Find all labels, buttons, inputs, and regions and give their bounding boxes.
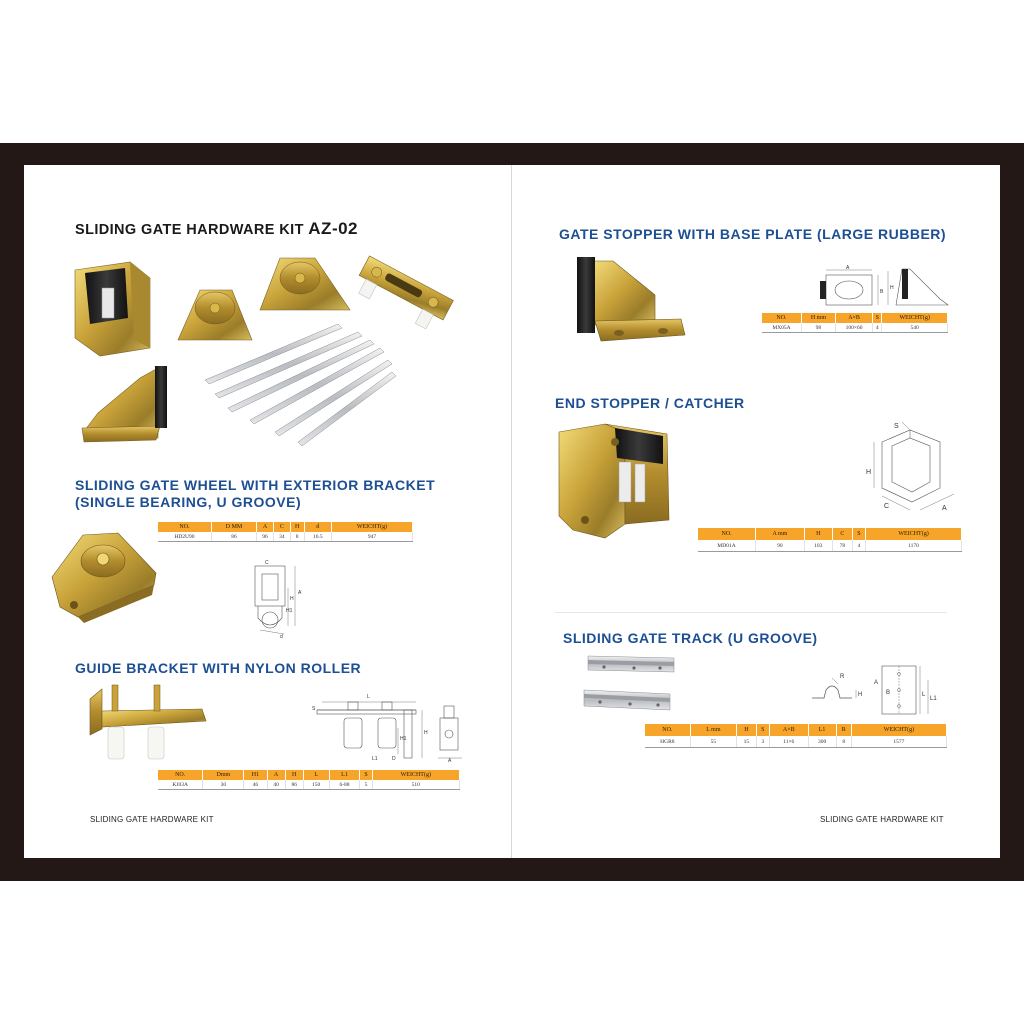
- guide-td-3: 40: [267, 780, 285, 790]
- wheel-th-4: H: [290, 522, 304, 532]
- wheel-title-line2: (SINGLE BEARING, U GROOVE): [75, 494, 302, 510]
- wheel-td-6: 947: [332, 532, 413, 542]
- wheel-td-4: 8: [290, 532, 304, 542]
- end-stopper-photo: [75, 262, 150, 356]
- gate-stopper-photo-large: [575, 255, 687, 345]
- track-dim-r: R: [840, 674, 845, 680]
- guide-th-2: H1: [244, 770, 267, 780]
- guide-dim-h1: H1: [400, 736, 407, 742]
- wheel-diagram: [240, 560, 310, 640]
- end-td-4: 4: [852, 540, 865, 552]
- stopper-td-4: 540: [882, 323, 948, 333]
- track-td-5: 300: [808, 736, 836, 748]
- table-row: [645, 736, 947, 748]
- left-footer: SLIDING GATE HARDWARE KIT: [90, 815, 214, 824]
- guide-th-1: Dmm: [203, 770, 244, 780]
- guide-dim-l1: L1: [372, 756, 378, 762]
- stopper-section-title: GATE STOPPER WITH BASE PLATE (LARGE RUBBER): [559, 226, 947, 242]
- stopper-th-2: A×B: [835, 313, 872, 323]
- track-td-2: 15: [737, 736, 757, 748]
- guide-dim-d: D: [392, 756, 396, 762]
- guide-th-4: H: [285, 770, 303, 780]
- guide-td-6: 6-88: [329, 780, 360, 790]
- end-stopper-diagram: [862, 418, 967, 513]
- table-row: [158, 532, 413, 542]
- table-row: [158, 780, 460, 790]
- end-dim-s: S: [894, 423, 899, 430]
- end-th-5: WEICHT(g): [866, 528, 962, 540]
- guide-td-0: KJ03A: [158, 780, 203, 790]
- track-th-5: L1: [808, 724, 836, 736]
- stopper-th-1: H mm: [801, 313, 835, 323]
- guide-dim-h: H: [424, 730, 428, 736]
- end-td-2: 103: [804, 540, 832, 552]
- end-stopper-photo-large: [555, 420, 675, 542]
- track-dim-a: A: [874, 680, 879, 686]
- wheel-th-2: A: [257, 522, 274, 532]
- wheel-td-0: HD2U90: [158, 532, 211, 542]
- table-row: [762, 323, 948, 333]
- end-dim-c: C: [884, 503, 890, 510]
- track-th-6: R: [836, 724, 851, 736]
- track-rails-photo: [205, 324, 396, 446]
- wheel-dim-h: H: [290, 596, 294, 602]
- end-th-4: S: [852, 528, 865, 540]
- wheel-td-3: 34: [273, 532, 290, 542]
- catalog-title-text: SLIDING GATE HARDWARE KIT: [75, 222, 304, 238]
- wheel-dim-h1: H1: [286, 608, 293, 614]
- track-td-0: HGR8: [645, 736, 690, 748]
- track-th-2: H: [737, 724, 757, 736]
- stopper-td-1: 98: [801, 323, 835, 333]
- track-section-title: SLIDING GATE TRACK (U GROOVE): [563, 630, 818, 646]
- track-diagram: [808, 660, 948, 720]
- model-code: AZ-02: [308, 219, 359, 238]
- track-th-3: S: [756, 724, 769, 736]
- track-dim-h: H: [858, 692, 863, 698]
- wheel-th-5: d: [304, 522, 331, 532]
- table-row: [698, 540, 962, 552]
- track-th-7: WEICHT(g): [851, 724, 946, 736]
- page-gutter: [511, 165, 512, 858]
- end-dim-h: H: [866, 469, 872, 476]
- wheel-section-title: [75, 477, 435, 511]
- end-td-1: 90: [756, 540, 804, 552]
- track-td-3: 3: [756, 736, 769, 748]
- guide-th-5: L: [303, 770, 329, 780]
- gate-stopper-photo: [82, 366, 167, 442]
- end-stopper-spec-table: [698, 528, 962, 552]
- guide-td-7: 5: [360, 780, 372, 790]
- wheel-bracket-photo-2: [260, 258, 350, 310]
- end-th-3: C: [832, 528, 852, 540]
- guide-dim-s: S: [312, 706, 316, 712]
- wheel-td-2: 96: [257, 532, 274, 542]
- track-th-4: A×B: [769, 724, 808, 736]
- wheel-dim-d: d: [280, 634, 283, 640]
- track-dim-b: B: [886, 690, 891, 696]
- wheel-th-6: WEICHT(g): [332, 522, 413, 532]
- track-td-1: 55: [690, 736, 736, 748]
- section-divider: [555, 612, 947, 613]
- guide-spec-table: [158, 770, 460, 790]
- guide-td-4: 86: [285, 780, 303, 790]
- track-td-6: 8: [836, 736, 851, 748]
- guide-th-8: WEICHT(g): [372, 770, 459, 780]
- end-th-0: NO.: [698, 528, 756, 540]
- wheel-spec-table: [158, 522, 413, 542]
- track-dim-l: L: [922, 692, 926, 698]
- stopper-td-0: MX05A: [762, 323, 801, 333]
- guide-th-6: L1: [329, 770, 360, 780]
- wheel-th-1: D MM: [211, 522, 256, 532]
- track-dim-l1: L1: [930, 696, 937, 702]
- hardware-kit-photo: [70, 248, 460, 448]
- wheel-dim-c: C: [265, 560, 269, 566]
- stopper-spec-table: [762, 313, 948, 333]
- guide-bracket-photo-large: [82, 683, 212, 763]
- end-dim-a: A: [942, 505, 947, 512]
- track-th-1: L mm: [690, 724, 736, 736]
- stopper-td-3: 4: [873, 323, 882, 333]
- right-footer: SLIDING GATE HARDWARE KIT: [820, 815, 944, 824]
- guide-td-5: 150: [303, 780, 329, 790]
- wheel-th-0: NO.: [158, 522, 211, 532]
- guide-td-2: 46: [244, 780, 267, 790]
- wheel-photo: [48, 525, 158, 625]
- end-td-3: 78: [832, 540, 852, 552]
- guide-th-7: S: [360, 770, 372, 780]
- stopper-dim-b: B: [880, 289, 884, 295]
- guide-td-8: 510: [372, 780, 459, 790]
- wheel-th-3: C: [273, 522, 290, 532]
- track-td-4: 11×6: [769, 736, 808, 748]
- wheel-dim-a: A: [298, 590, 302, 596]
- track-spec-table: [645, 724, 947, 748]
- guide-bracket-photo: [352, 256, 454, 334]
- track-td-7: 1577: [851, 736, 946, 748]
- guide-th-0: NO.: [158, 770, 203, 780]
- end-td-0: MD01A: [698, 540, 756, 552]
- guide-section-title: GUIDE BRACKET WITH NYLON ROLLER: [75, 660, 362, 676]
- stopper-dim-a: A: [846, 265, 850, 271]
- wheel-bracket-photo-1: [178, 290, 252, 340]
- stopper-dim-h: H: [890, 285, 894, 291]
- guide-dim-l: L: [367, 694, 370, 700]
- stopper-diagram: [818, 265, 953, 310]
- guide-dim-a: A: [448, 758, 452, 764]
- wheel-title-line1: SLIDING GATE WHEEL WITH EXTERIOR BRACKET: [75, 477, 436, 493]
- guide-td-1: 30: [203, 780, 244, 790]
- end-th-2: H: [804, 528, 832, 540]
- end-th-1: A mm: [756, 528, 804, 540]
- stopper-td-2: 100×60: [835, 323, 872, 333]
- stopper-th-4: WEICHT(g): [882, 313, 948, 323]
- end-td-5: 1170: [866, 540, 962, 552]
- track-th-0: NO.: [645, 724, 690, 736]
- stopper-th-0: NO.: [762, 313, 801, 323]
- track-photo: [582, 650, 677, 716]
- wheel-td-1: 86: [211, 532, 256, 542]
- guide-th-3: A: [267, 770, 285, 780]
- guide-diagram: [312, 688, 467, 763]
- stopper-th-3: S: [873, 313, 882, 323]
- wheel-td-5: 16.5: [304, 532, 331, 542]
- end-stopper-section-title: END STOPPER / CATCHER: [555, 395, 745, 411]
- catalog-title: [75, 219, 358, 239]
